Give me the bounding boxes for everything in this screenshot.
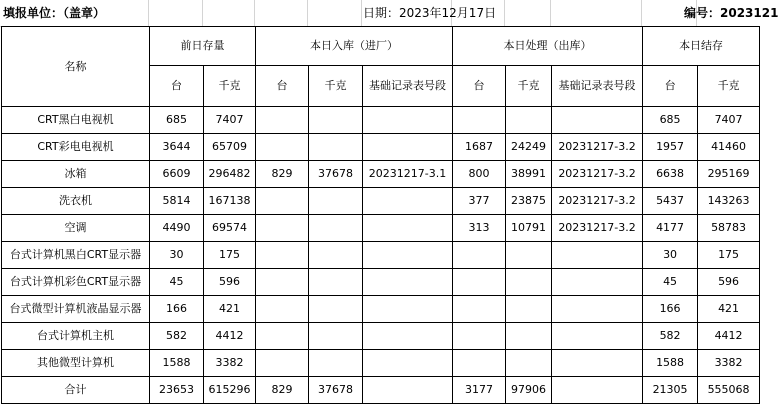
prev-tai-cell: 6609 (150, 161, 204, 188)
end-tai-cell: 685 (643, 107, 698, 134)
col-header-out-kg: 千克 (506, 66, 552, 107)
col-header-out-record: 基础记录表号段 (552, 66, 643, 107)
col-header-name: 名称 (2, 27, 150, 107)
in-record-cell: 20231217-3.1 (363, 161, 453, 188)
col-header-end-tai: 台 (643, 66, 698, 107)
table-row (2, 269, 760, 296)
end-kg-cell: 143263 (698, 188, 760, 215)
in-tai-cell (256, 269, 309, 296)
out-tai-cell: 313 (453, 215, 506, 242)
in-tai-cell (256, 134, 309, 161)
in-kg-cell: 37678 (309, 377, 363, 404)
in-record-cell (363, 296, 453, 323)
col-header-in-kg: 千克 (309, 66, 363, 107)
in-tai-cell (256, 107, 309, 134)
out-tai-cell (453, 269, 506, 296)
out-kg-cell (506, 107, 552, 134)
end-kg-cell: 421 (698, 296, 760, 323)
table-row (2, 350, 760, 377)
name-cell: 台式微型计算机液晶显示器 (2, 296, 150, 323)
out-kg-cell: 10791 (506, 215, 552, 242)
prev-kg-cell: 596 (204, 269, 256, 296)
prev-kg-cell: 615296 (204, 377, 256, 404)
in-record-cell (363, 215, 453, 242)
prev-tai-cell: 685 (150, 107, 204, 134)
out-record-cell: 20231217-3.2 (552, 161, 643, 188)
total-row (2, 377, 760, 404)
name-cell: 台式计算机彩色CRT显示器 (2, 269, 150, 296)
in-record-cell (363, 323, 453, 350)
in-tai-cell (256, 242, 309, 269)
in-record-cell (363, 134, 453, 161)
out-kg-cell: 23875 (506, 188, 552, 215)
name-cell: 洗衣机 (2, 188, 150, 215)
end-tai-cell: 45 (643, 269, 698, 296)
in-record-cell (363, 350, 453, 377)
in-tai-cell (256, 188, 309, 215)
name-cell: 其他微型计算机 (2, 350, 150, 377)
in-kg-cell (309, 242, 363, 269)
out-tai-cell: 377 (453, 188, 506, 215)
end-tai-cell: 6638 (643, 161, 698, 188)
prev-kg-cell: 4412 (204, 323, 256, 350)
table-row (2, 215, 760, 242)
out-tai-cell (453, 107, 506, 134)
in-kg-cell (309, 107, 363, 134)
end-kg-cell: 4412 (698, 323, 760, 350)
inventory-table (1, 26, 760, 404)
out-kg-cell (506, 269, 552, 296)
prev-kg-cell: 69574 (204, 215, 256, 242)
prev-kg-cell: 421 (204, 296, 256, 323)
out-tai-cell: 800 (453, 161, 506, 188)
name-cell: CRT黑白电视机 (2, 107, 150, 134)
out-record-cell (552, 296, 643, 323)
name-cell: 台式计算机黑白CRT显示器 (2, 242, 150, 269)
out-kg-cell (506, 296, 552, 323)
end-kg-cell: 7407 (698, 107, 760, 134)
col-header-prev-stock: 前日存量 (150, 27, 256, 66)
prev-kg-cell: 65709 (204, 134, 256, 161)
table-row (2, 161, 760, 188)
in-tai-cell (256, 323, 309, 350)
name-cell: 空调 (2, 215, 150, 242)
out-tai-cell (453, 242, 506, 269)
out-kg-cell: 97906 (506, 377, 552, 404)
out-record-cell: 20231217-3.2 (552, 134, 643, 161)
prev-kg-cell: 175 (204, 242, 256, 269)
out-record-cell: 20231217-3.2 (552, 215, 643, 242)
end-kg-cell: 175 (698, 242, 760, 269)
in-record-cell (363, 188, 453, 215)
out-record-cell (552, 350, 643, 377)
in-kg-cell: 37678 (309, 161, 363, 188)
col-header-closing-stock: 本日结存 (643, 27, 760, 66)
out-tai-cell (453, 323, 506, 350)
prev-kg-cell: 7407 (204, 107, 256, 134)
out-record-cell: 20231217-3.2 (552, 188, 643, 215)
out-record-cell (552, 323, 643, 350)
out-tai-cell: 1687 (453, 134, 506, 161)
col-header-processed-today: 本日处理（出库） (453, 27, 643, 66)
out-kg-cell (506, 350, 552, 377)
report-number: 编号：2023121 (684, 6, 778, 20)
col-header-prev-kg: 千克 (204, 66, 256, 107)
end-tai-cell: 30 (643, 242, 698, 269)
end-tai-cell: 1588 (643, 350, 698, 377)
prev-tai-cell: 3644 (150, 134, 204, 161)
name-cell: 冰箱 (2, 161, 150, 188)
prev-tai-cell: 30 (150, 242, 204, 269)
out-record-cell (552, 242, 643, 269)
end-kg-cell: 295169 (698, 161, 760, 188)
in-kg-cell (309, 350, 363, 377)
table-row (2, 188, 760, 215)
out-record-cell (552, 269, 643, 296)
out-record-cell (552, 377, 643, 404)
prev-kg-cell: 3382 (204, 350, 256, 377)
in-tai-cell (256, 215, 309, 242)
in-kg-cell (309, 323, 363, 350)
out-record-cell (552, 107, 643, 134)
out-kg-cell (506, 242, 552, 269)
report-header (0, 0, 778, 27)
prev-tai-cell: 582 (150, 323, 204, 350)
in-record-cell (363, 242, 453, 269)
end-kg-cell: 41460 (698, 134, 760, 161)
prev-tai-cell: 4490 (150, 215, 204, 242)
table-row (2, 242, 760, 269)
in-record-cell (363, 107, 453, 134)
table-row (2, 296, 760, 323)
in-kg-cell (309, 296, 363, 323)
in-tai-cell (256, 296, 309, 323)
name-cell: 台式计算机主机 (2, 323, 150, 350)
header-row-groups (2, 27, 760, 66)
in-tai-cell: 829 (256, 161, 309, 188)
end-kg-cell: 596 (698, 269, 760, 296)
in-kg-cell (309, 215, 363, 242)
col-header-out-tai: 台 (453, 66, 506, 107)
end-tai-cell: 4177 (643, 215, 698, 242)
col-header-in-tai: 台 (256, 66, 309, 107)
end-kg-cell: 3382 (698, 350, 760, 377)
out-tai-cell (453, 350, 506, 377)
table-row (2, 134, 760, 161)
out-kg-cell (506, 323, 552, 350)
report-date: 日期：2023年12月17日 (363, 6, 497, 20)
in-tai-cell (256, 350, 309, 377)
filing-unit-label: 填报单位：（盖章） (3, 6, 106, 20)
col-header-end-kg: 千克 (698, 66, 760, 107)
col-header-in-record: 基础记录表号段 (363, 66, 453, 107)
prev-tai-cell: 1588 (150, 350, 204, 377)
out-tai-cell (453, 296, 506, 323)
col-header-prev-tai: 台 (150, 66, 204, 107)
table-row (2, 323, 760, 350)
in-record-cell (363, 377, 453, 404)
end-tai-cell: 166 (643, 296, 698, 323)
col-header-in-today: 本日入库（进厂） (256, 27, 453, 66)
table-row (2, 107, 760, 134)
end-tai-cell: 1957 (643, 134, 698, 161)
end-tai-cell: 582 (643, 323, 698, 350)
prev-kg-cell: 167138 (204, 188, 256, 215)
end-tai-cell: 5437 (643, 188, 698, 215)
end-kg-cell: 58783 (698, 215, 760, 242)
name-cell: 合计 (2, 377, 150, 404)
prev-tai-cell: 45 (150, 269, 204, 296)
in-tai-cell: 829 (256, 377, 309, 404)
out-tai-cell: 3177 (453, 377, 506, 404)
out-kg-cell: 38991 (506, 161, 552, 188)
name-cell: CRT彩电电视机 (2, 134, 150, 161)
prev-tai-cell: 166 (150, 296, 204, 323)
end-tai-cell: 21305 (643, 377, 698, 404)
prev-kg-cell: 296482 (204, 161, 256, 188)
out-kg-cell: 24249 (506, 134, 552, 161)
end-kg-cell: 555068 (698, 377, 760, 404)
in-kg-cell (309, 269, 363, 296)
in-kg-cell (309, 134, 363, 161)
in-kg-cell (309, 188, 363, 215)
prev-tai-cell: 23653 (150, 377, 204, 404)
in-record-cell (363, 269, 453, 296)
prev-tai-cell: 5814 (150, 188, 204, 215)
